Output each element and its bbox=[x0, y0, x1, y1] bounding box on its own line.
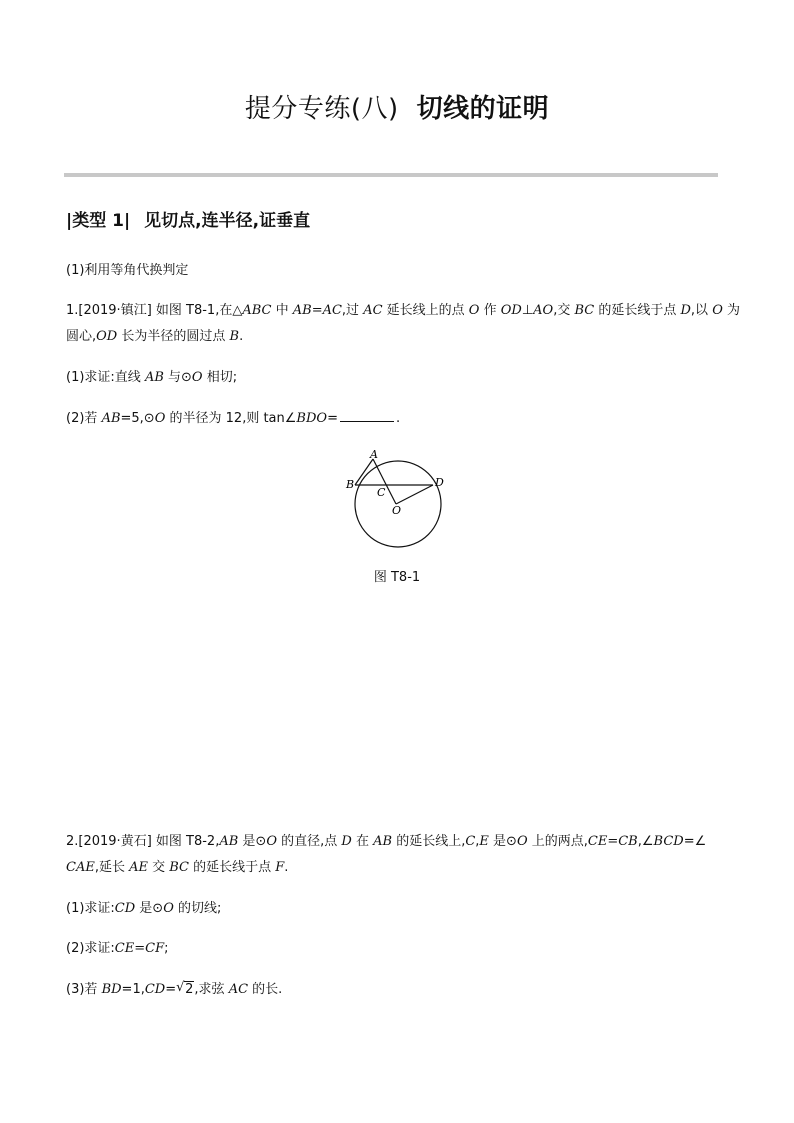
label-o: O bbox=[392, 504, 402, 517]
q1-part1: (1)求证:直线 AB 与⊙O 相切; bbox=[66, 370, 238, 385]
label-a: A bbox=[370, 448, 378, 461]
q2-stem-line2: CAE,延长 AE 交 BC 的延长线于点 F. bbox=[66, 860, 289, 875]
segment-od bbox=[396, 485, 433, 504]
label-b: B bbox=[346, 478, 355, 491]
segment-ab bbox=[355, 459, 373, 485]
subsection-label: (1)利用等角代换判定 bbox=[66, 263, 189, 278]
radical-sign: √ bbox=[176, 980, 185, 995]
q1-stem-line1: 1.[2019·镇江] 如图 T8-1,在△ABC 中 AB=AC,过 AC 延长线上的点 O 作 OD⊥AO,交 BC 的延长线于点 D,以 O 为 bbox=[66, 303, 740, 318]
title-divider bbox=[64, 173, 718, 177]
section-heading bbox=[66, 206, 310, 231]
q1-stem-line2: 圆心,OD 长为半径的圆过点 B. bbox=[66, 329, 244, 344]
q1-part2: (2)若 AB=5,⊙O 的半径为 12,则 tan∠BDO= . bbox=[66, 411, 401, 426]
label-c: C bbox=[377, 486, 386, 499]
section-title: 见切点,连半径,证垂直 bbox=[144, 211, 311, 231]
title-topic: 切线的证明 bbox=[416, 94, 550, 124]
label-d: D bbox=[435, 476, 444, 489]
answer-blank[interactable] bbox=[340, 409, 394, 422]
figure-t8-1 bbox=[340, 444, 460, 554]
page-title bbox=[0, 88, 794, 125]
section-tag: |类型 1| bbox=[66, 211, 131, 231]
sqrt-expression: √ 2 bbox=[176, 980, 194, 997]
q2-part3: (3)若 BD=1,CD= √ 2,求弦 AC 的长. bbox=[66, 980, 282, 1000]
title-main: 提分专练(八) bbox=[244, 94, 399, 124]
figure-caption: 图 T8-1 bbox=[373, 570, 421, 585]
q2-part1: (1)求证:CD 是⊙O 的切线; bbox=[66, 901, 222, 916]
q2-stem-line1: 2.[2019·黄石] 如图 T8-2,AB 是⊙O 的直径,点 D 在 AB 的延长线上,C,E 是⊙O 上的两点,CE=CB,∠BCD=∠ bbox=[66, 834, 707, 849]
q2-part2: (2)求证:CE=CF; bbox=[66, 941, 169, 956]
